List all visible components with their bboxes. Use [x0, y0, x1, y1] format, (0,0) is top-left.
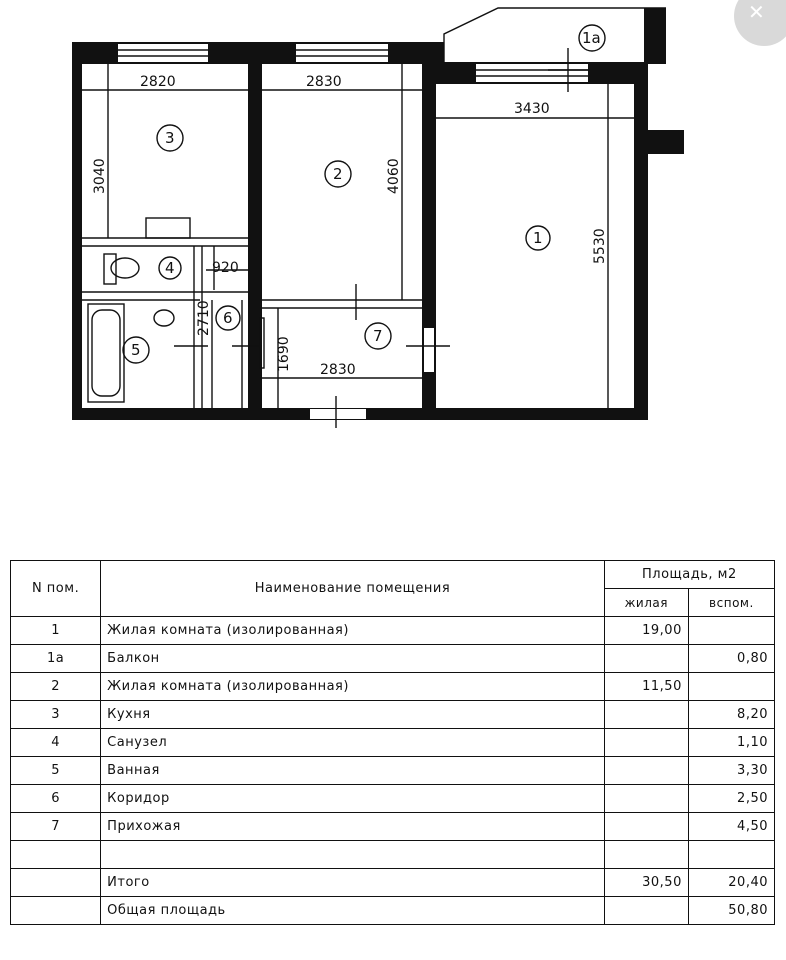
row-aux: 0,80 [688, 645, 774, 673]
row-aux: 4,50 [688, 813, 774, 841]
row-name [101, 841, 605, 869]
row-living: 19,00 [604, 617, 688, 645]
room-1a-label: 1а [582, 29, 601, 47]
row-num: 3 [11, 701, 101, 729]
row-num: 5 [11, 757, 101, 785]
row-name: Итого [101, 869, 605, 897]
row-aux [688, 841, 774, 869]
table-row [11, 757, 775, 785]
header-living: жилая [604, 589, 688, 617]
table-row [11, 645, 775, 673]
row-name: Прихожая [101, 813, 605, 841]
area-table [10, 560, 775, 925]
row-aux: 3,30 [688, 757, 774, 785]
table-row [11, 729, 775, 757]
room-3-label: 3 [165, 129, 175, 147]
dim-corridor-length: 2710 [196, 300, 212, 336]
row-num: 7 [11, 813, 101, 841]
row-name: Балкон [101, 645, 605, 673]
row-aux: 2,50 [688, 785, 774, 813]
row-name: Общая площадь [101, 897, 605, 925]
row-aux: 50,80 [688, 897, 774, 925]
row-living [604, 897, 688, 925]
row-aux [688, 673, 774, 701]
dim-kitchen-width: 2820 [140, 74, 176, 90]
table-row [11, 813, 775, 841]
row-num [11, 841, 101, 869]
floor-plan [0, 0, 786, 470]
row-living: 11,50 [604, 673, 688, 701]
dim-room2-width: 2830 [306, 74, 342, 90]
row-name: Коридор [101, 785, 605, 813]
row-aux: 1,10 [688, 729, 774, 757]
table-row [11, 673, 775, 701]
row-living [604, 841, 688, 869]
header-num: N пом. [11, 561, 101, 617]
room-5-label: 5 [131, 341, 141, 359]
row-living [604, 757, 688, 785]
dimension-lines [82, 64, 634, 408]
row-living [604, 701, 688, 729]
walls [72, 8, 684, 420]
row-living [604, 729, 688, 757]
row-num: 2 [11, 673, 101, 701]
row-num [11, 869, 101, 897]
table-row-overall [11, 897, 775, 925]
room-7-label: 7 [373, 327, 383, 345]
header-aux: вспом. [688, 589, 774, 617]
room-1-label: 1 [533, 229, 543, 247]
table-row [11, 701, 775, 729]
close-icon: ✕ [748, 0, 765, 24]
dim-hall-depth: 1690 [276, 336, 292, 372]
table-row [11, 841, 775, 869]
room-6-label: 6 [223, 309, 233, 327]
row-num [11, 897, 101, 925]
header-area: Площадь, м2 [604, 561, 774, 589]
room-2-label: 2 [333, 165, 343, 183]
row-living: 30,50 [604, 869, 688, 897]
row-name: Ванная [101, 757, 605, 785]
dim-room2-length: 4060 [386, 158, 402, 194]
header-name: Наименование помещения [101, 561, 605, 617]
row-num: 1 [11, 617, 101, 645]
dim-kitchen-length: 3040 [92, 158, 108, 194]
row-name: Санузел [101, 729, 605, 757]
room-4-label: 4 [165, 259, 175, 277]
row-num: 1а [11, 645, 101, 673]
dim-room1-length: 5530 [592, 228, 608, 264]
table-row [11, 785, 775, 813]
dim-wc-width: 920 [212, 260, 239, 276]
row-name: Жилая комната (изолированная) [101, 617, 605, 645]
row-num: 4 [11, 729, 101, 757]
row-aux: 20,40 [688, 869, 774, 897]
row-living [604, 813, 688, 841]
dim-room1-width: 3430 [514, 101, 550, 117]
row-aux [688, 617, 774, 645]
table-row [11, 617, 775, 645]
row-name: Жилая комната (изолированная) [101, 673, 605, 701]
table-row-total [11, 869, 775, 897]
row-num: 6 [11, 785, 101, 813]
row-aux: 8,20 [688, 701, 774, 729]
row-living [604, 785, 688, 813]
dim-hall-width: 2830 [320, 362, 356, 378]
row-name: Кухня [101, 701, 605, 729]
row-living [604, 645, 688, 673]
